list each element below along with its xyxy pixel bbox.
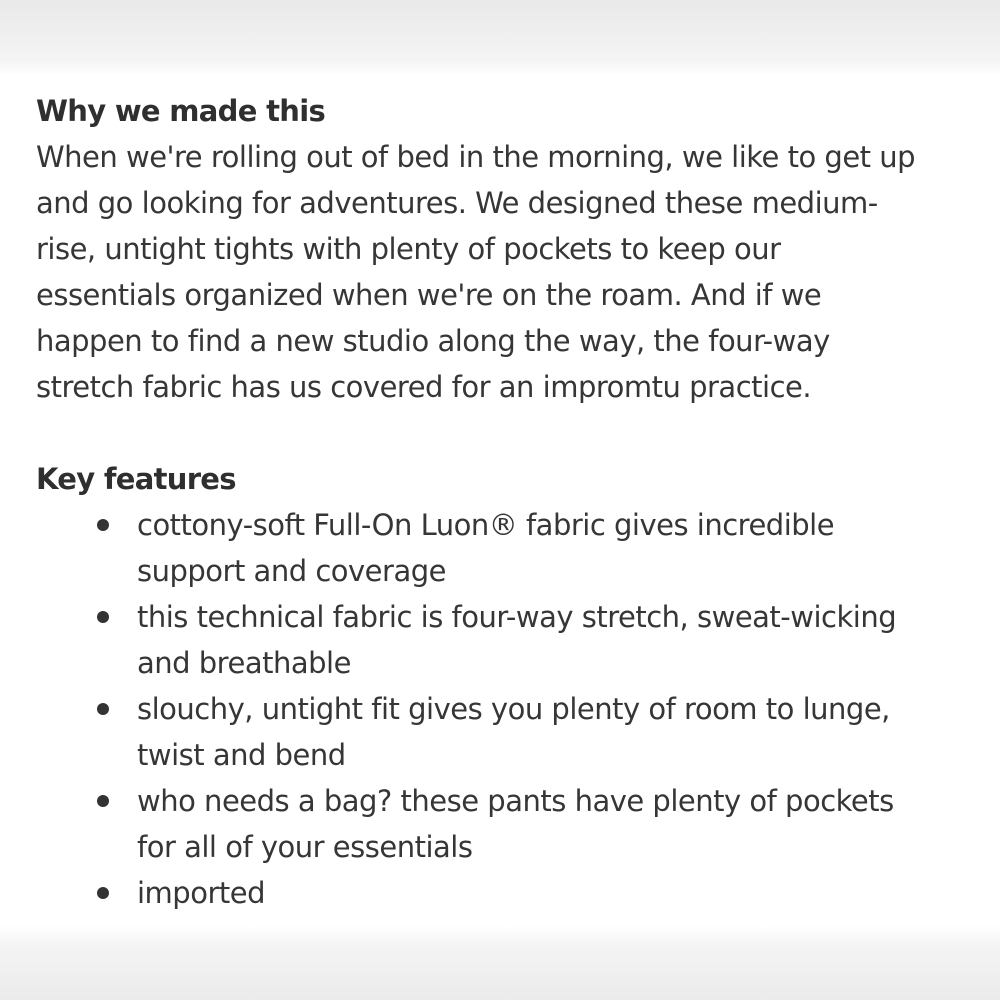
paragraph-line: When we're rolling out of bed in the morning, we like to get up	[36, 140, 916, 174]
paragraph-line: stretch fabric has us covered for an impromtu practice.	[36, 370, 812, 404]
key-features-heading: Key features	[36, 462, 236, 496]
feature-item	[36, 594, 976, 686]
bullet-icon	[97, 887, 109, 899]
section-spacer	[36, 410, 976, 456]
feature-line: this technical fabric is four-way stretch, sweat-wicking	[137, 600, 897, 634]
bullet-icon	[97, 795, 109, 807]
why-we-made-this-heading: Why we made this	[36, 94, 326, 128]
feature-line: support and coverage	[137, 554, 446, 588]
bullet-icon	[97, 519, 109, 531]
feature-line: who needs a bag? these pants have plenty of pockets	[137, 784, 894, 818]
paragraph-line: rise, untight tights with plenty of pockets to keep our	[36, 232, 781, 266]
paragraph-line: essentials organized when we're on the roam. And if we	[36, 278, 822, 312]
feature-line: imported	[137, 876, 266, 910]
feature-line: for all of your essentials	[137, 830, 473, 864]
feature-line: twist and bend	[137, 738, 346, 772]
feature-item	[36, 870, 976, 916]
feature-item	[36, 778, 976, 870]
bullet-icon	[97, 703, 109, 715]
bullet-icon	[97, 611, 109, 623]
paragraph-line: happen to find a new studio along the way, the four-way	[36, 324, 830, 358]
why-we-made-this-paragraph	[36, 134, 976, 410]
product-description	[36, 88, 976, 916]
feature-item	[36, 502, 976, 594]
feature-line: and breathable	[137, 646, 351, 680]
feature-line: slouchy, untight fit gives you plenty of room to lunge,	[137, 692, 890, 726]
paragraph-line: and go looking for adventures. We designed these medium-	[36, 186, 878, 220]
key-features-list	[36, 502, 976, 916]
feature-item	[36, 686, 976, 778]
feature-line: cottony-soft Full-On Luon® fabric gives incredible	[137, 508, 835, 542]
